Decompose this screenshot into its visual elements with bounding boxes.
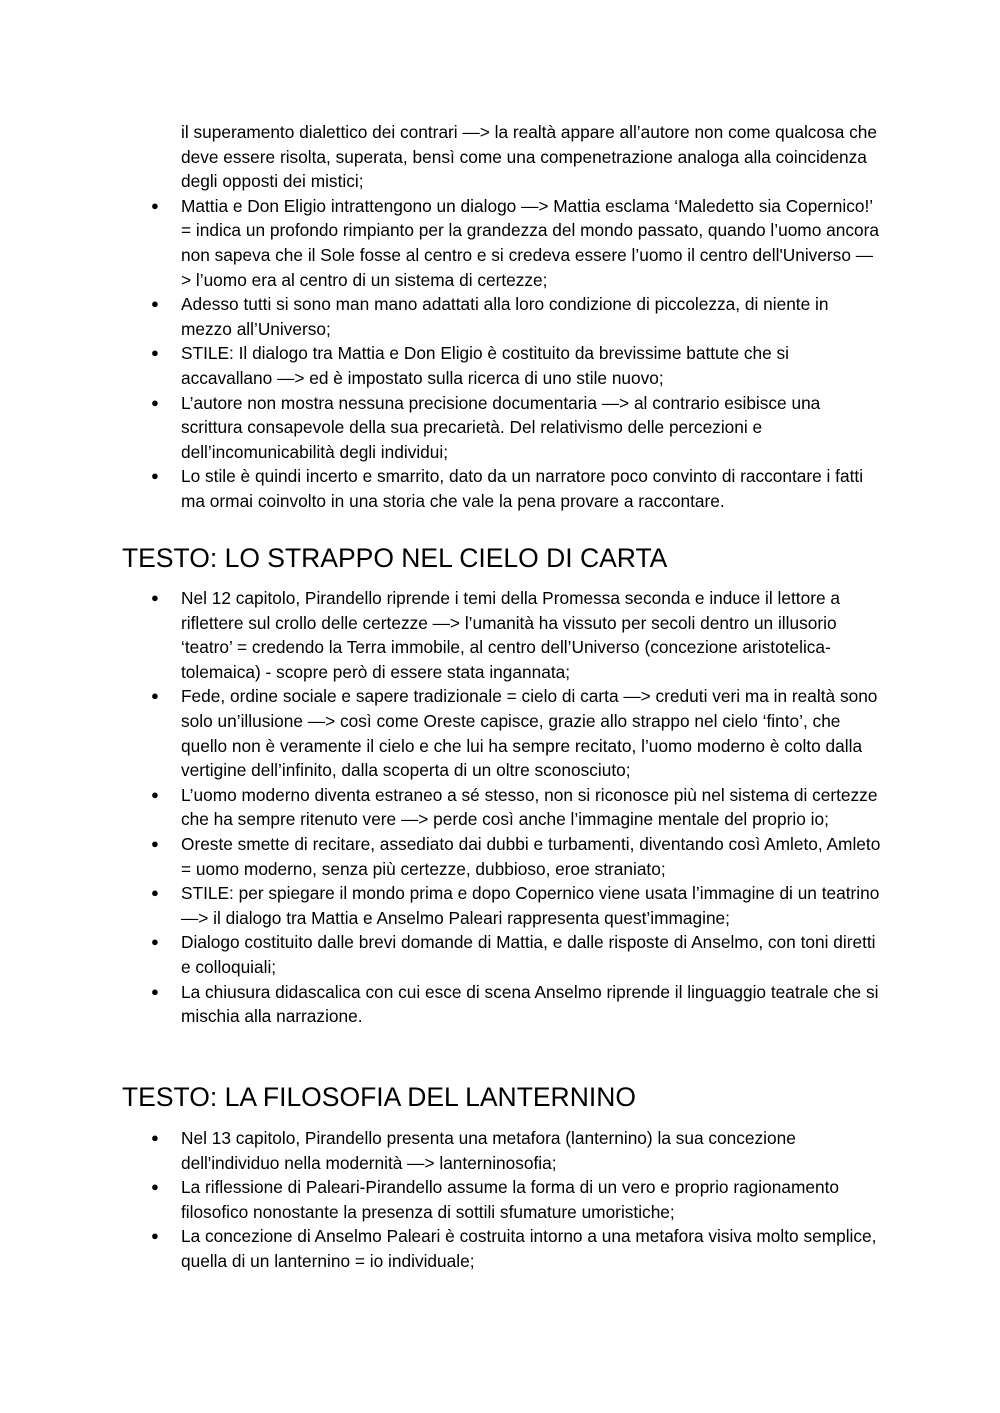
list-item-text: Mattia e Don Eligio intrattengono un dialogo —> Mattia esclama ‘Maledetto sia Copernico!’ = indica un profondo rimpianto per la grandezza del mondo passato, quando l’uomo ancora non sapeva che il Sole fosse al centro e si credeva essere l’uomo il centro dell'Universo —> l’uomo era al centro di un sistema di certezze;: [181, 195, 879, 290]
list-item: [0, 1126, 1000, 1175]
section-heading-strappo: TESTO: LO STRAPPO NEL CIELO DI CARTA: [122, 543, 668, 573]
bullet-icon: ●: [151, 197, 159, 213]
bullet-icon: ●: [151, 296, 159, 312]
bullet-icon: ●: [151, 1130, 159, 1145]
list-item-text: La riflessione di Paleari-Pirandello assume la forma di un vero e proprio ragionamento filosofico nonostante la presenza di sottili sfumature umoristiche;: [181, 1177, 839, 1222]
list-item-text: Nel 12 capitolo, Pirandello riprende i temi della Promessa seconda e induce il lettore a riflettere sul crollo delle certezze —> l’umanità ha vissuto per secoli dentro un illusorio ‘teatro’ = credendo la Terra immobile, al centro dell’Universo (concezione aristotelica-tolemaica) - scopre però di essere stata ingannata;: [181, 588, 840, 682]
list-item-text: STILE: per spiegare il mondo prima e dopo Copernico viene usata l’immagine di un teatrino —> il dialogo tra Mattia e Anselmo Paleari rappresenta quest’immagine;: [181, 883, 880, 928]
bullet-icon: ●: [151, 590, 159, 605]
list-item-text: Dialogo costituito dalle brevi domande di Mattia, e dalle risposte di Anselmo, con toni diretti e colloquiali;: [181, 932, 876, 977]
section-3-block: [0, 1126, 1000, 1274]
list-item: [0, 586, 1000, 684]
bullet-icon: ●: [151, 468, 159, 484]
bullet-icon: ●: [151, 345, 159, 361]
list-item-text: Nel 13 capitolo, Pirandello presenta una metafora (lanternino) la sua concezione dell'individuo nella modernità —> lanterninosofia;: [181, 1128, 796, 1173]
list-item-text: Oreste smette di recitare, assediato dai dubbi e turbamenti, diventando così Amleto, Amleto = uomo moderno, senza più certezze, dubbioso, eroe straniato;: [181, 833, 881, 879]
bullet-icon: ●: [151, 394, 159, 410]
list-item: [0, 832, 1000, 881]
bullet-list-2: [0, 586, 1000, 1029]
list-item: [0, 930, 1000, 979]
list-item: [0, 684, 1000, 782]
bullet-icon: ●: [151, 1228, 159, 1244]
bullet-icon: ●: [151, 885, 159, 901]
list-item-text: Fede, ordine sociale e sapere tradizionale = cielo di carta —> creduti veri ma in realtà sono solo un’illusione —> così come Oreste capisce, grazie allo strappo nel cielo ‘finto’, che quello non è veramente il cielo e che lui ha sempre recitato, l’uomo moderno è colto dalla vertigine dell’infinito, dalla scoperta di un oltre sconosciuto;: [181, 686, 878, 781]
list-item: [0, 341, 1000, 390]
bullet-icon: ●: [151, 934, 159, 950]
bullet-list-1: [0, 194, 1000, 514]
list-item-text: Adesso tutti si sono man mano adattati alla loro condizione di piccolezza, di niente in mezzo all’Universo;: [181, 294, 829, 339]
bullet-icon: ●: [151, 786, 159, 802]
list-item-text: Lo stile è quindi incerto e smarrito, dato da un narratore poco convinto di raccontare i fatti ma ormai coinvolto in una storia che vale la pena provare a raccontare.: [181, 466, 864, 511]
list-item-text: L’autore non mostra nessuna precisione documentaria —> al contrario esibisce una scrittura consapevole della sua precarietà. Del relativismo delle percezioni e dell’incomunicabilità degli individui;: [181, 392, 821, 462]
list-item: [0, 464, 1000, 513]
section-2-block: [0, 586, 1000, 1029]
list-item-text: La chiusura didascalica con cui esce di scena Anselmo riprende il linguaggio teatrale che si mischia alla narrazione.: [181, 981, 879, 1027]
list-item: [0, 881, 1000, 930]
list-item: [0, 292, 1000, 341]
continuation-paragraph: il superamento dialettico dei contrari —> la realtà appare all’autore non come qualcosa che deve essere risolta, superata, bensì come una compenetrazione analoga alla coincidenza degli opposti dei mistici;: [181, 122, 877, 192]
list-item: [0, 391, 1000, 465]
bullet-icon: ●: [151, 1179, 159, 1195]
list-item: [0, 194, 1000, 292]
section-1-block: [0, 120, 1000, 514]
bullet-icon: ●: [151, 983, 159, 999]
list-item-text: La concezione di Anselmo Paleari è costruita intorno a una metafora visiva molto semplice, quella di un lanternino = io individuale;: [181, 1226, 877, 1271]
bullet-icon: ●: [151, 835, 159, 851]
bullet-list-3: [0, 1126, 1000, 1274]
list-item: [0, 1224, 1000, 1273]
bullet-icon: ●: [151, 688, 159, 704]
list-item: [0, 1175, 1000, 1224]
section-heading-lanternino: TESTO: LA FILOSOFIA DEL LANTERNINO: [122, 1082, 636, 1112]
list-item: [0, 783, 1000, 832]
list-item: [0, 980, 1000, 1029]
list-item-text: L’uomo moderno diventa estraneo a sé stesso, non si riconosce più nel sistema di certezze che ha sempre ritenuto vere —> perde così anche l’immagine mentale del proprio io;: [181, 784, 878, 830]
list-item-text: STILE: Il dialogo tra Mattia e Don Eligio è costituito da brevissime battute che si accavallano —> ed è impostato sulla ricerca di uno stile nuovo;: [181, 343, 790, 388]
